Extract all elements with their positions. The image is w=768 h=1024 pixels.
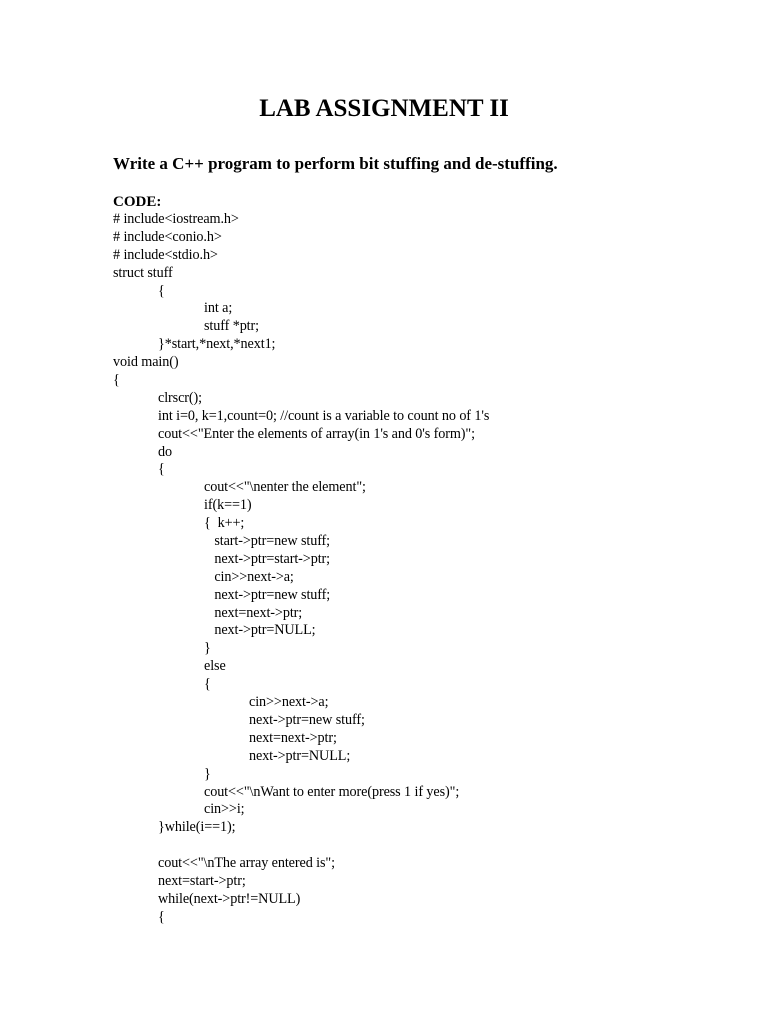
code-line: }*start,*next,*next1; [158, 336, 276, 353]
code-line: next=start->ptr; [158, 872, 246, 889]
code-line: next->ptr=NULL; [249, 747, 351, 764]
code-line: # include<iostream.h> [113, 211, 239, 227]
code-line: int a; [204, 300, 233, 317]
code-line: { k++; [204, 515, 245, 532]
document-title: LAB ASSIGNMENT II [259, 95, 509, 122]
code-line: # include<stdio.h> [113, 246, 218, 263]
code-line: next=next->ptr; [249, 729, 337, 746]
code-line: { [158, 282, 165, 299]
code-line: void main() [113, 354, 179, 371]
code-label: CODE: [113, 194, 162, 210]
code-line-blank [113, 837, 733, 855]
code-line: cout<<"Enter the elements of array(in 1's and 0's form)"; [158, 425, 475, 442]
code-line: { [158, 908, 165, 925]
code-line: stuff *ptr; [204, 318, 259, 335]
code-line: cout<<"\nThe array entered is"; [158, 855, 335, 872]
code-line: { [158, 461, 165, 478]
code-block [113, 211, 733, 927]
code-line: cout<<"\nenter the element"; [204, 479, 366, 496]
code-line: cin>>next->a; [249, 694, 329, 711]
code-line: cout<<"\nWant to enter more(press 1 if yes)"; [204, 783, 460, 800]
code-line: next->ptr=NULL; [204, 622, 316, 639]
code-line: if(k==1) [204, 497, 252, 514]
code-line: cin>>i; [204, 801, 245, 818]
code-line: clrscr(); [158, 389, 202, 406]
code-line: next->ptr=start->ptr; [204, 550, 331, 567]
code-line: else [204, 658, 226, 675]
code-line: next=next->ptr; [204, 604, 303, 621]
code-line: struct stuff [113, 264, 173, 281]
code-line: }while(i==1); [158, 819, 236, 836]
code-line: # include<conio.h> [113, 228, 222, 245]
code-line: { [204, 676, 211, 693]
code-line: while(next->ptr!=NULL) [158, 890, 301, 907]
code-line: int i=0, k=1,count=0; //count is a variable to count no of 1's [158, 407, 490, 424]
assignment-task: Write a C++ program to perform bit stuffing and de-stuffing. [113, 154, 558, 173]
code-line: next->ptr=new stuff; [249, 711, 365, 728]
code-line: } [204, 765, 211, 782]
code-line: start->ptr=new stuff; [204, 533, 331, 550]
code-line: do [158, 443, 172, 460]
code-line: next->ptr=new stuff; [204, 586, 331, 603]
code-line: cin>>next->a; [204, 568, 294, 585]
code-line: { [113, 372, 120, 389]
code-line: } [204, 640, 211, 657]
